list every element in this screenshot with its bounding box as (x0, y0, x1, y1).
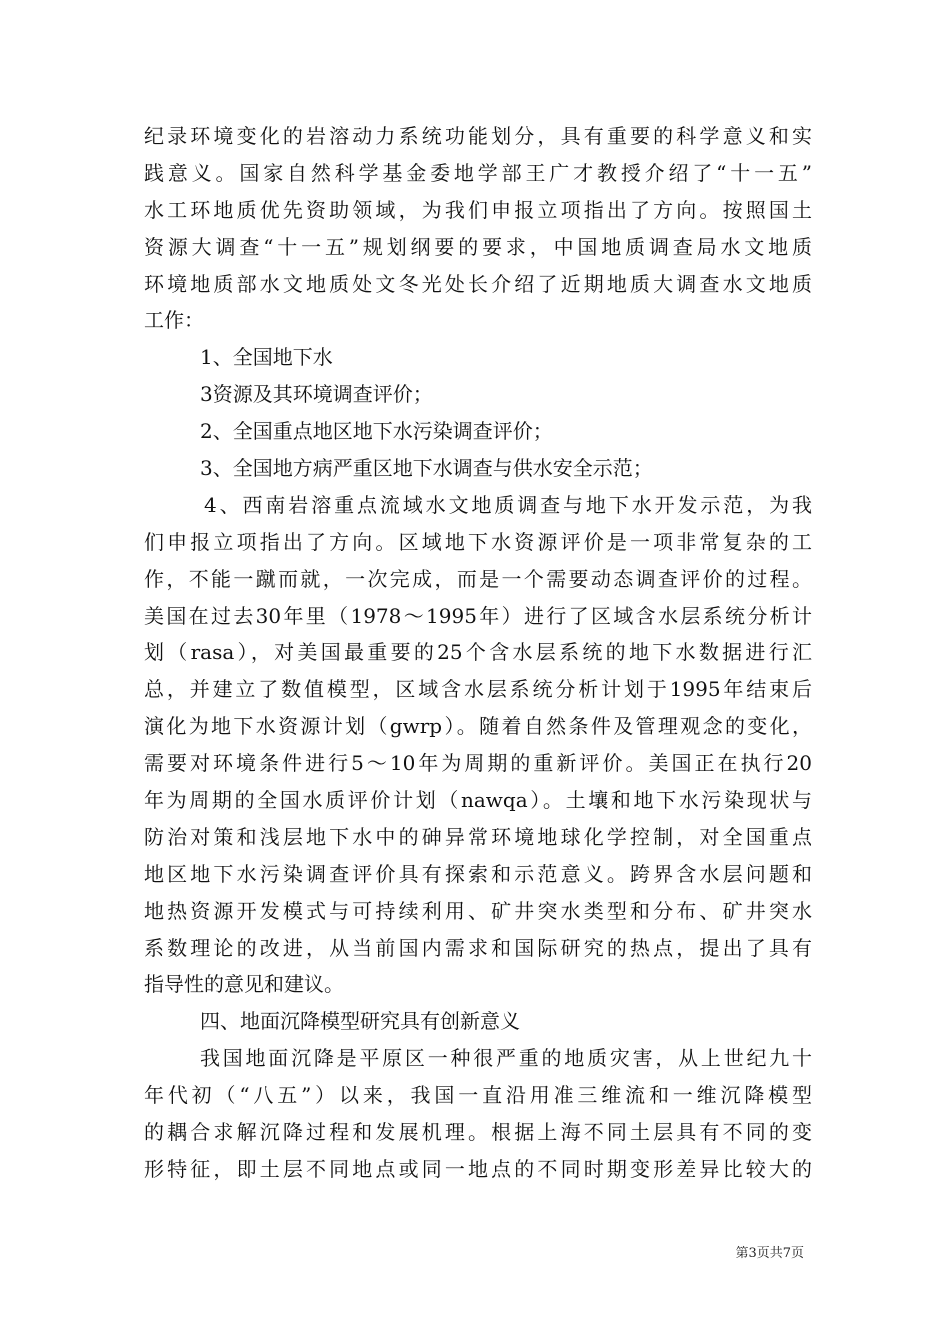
list-item: 3资源及其环境调查评价； (200, 382, 433, 407)
text-line: 演化为地下水资源计划（gwrp）。随着自然条件及管理观念的变化， (144, 714, 812, 739)
text-line: 系数理论的改进，从当前国内需求和国际研究的热点，提出了具有 (144, 935, 812, 960)
text-line: 美国在过去30年里（1978～1995年）进行了区域含水层系统分析计 (144, 603, 812, 628)
text-line: 总，并建立了数值模型，区域含水层系统分析计划于1995年结束后 (144, 677, 812, 702)
text-line: 我国地面沉降是平原区一种很严重的地质灾害，从上世纪九十 (200, 1046, 812, 1071)
text-line: 资源大调查“十一五”规划纲要的要求，中国地质调查局水文地质 (144, 234, 812, 259)
text-line: 形特征，即土层不同地点或同一地点的不同时期变形差异比较大的 (144, 1156, 812, 1181)
text-line: 地区地下水污染调查评价具有探索和示范意义。跨界含水层问题和 (144, 861, 812, 886)
page-number: 第3页共7页 (735, 1246, 804, 1261)
list-item: 1、全国地下水 (200, 345, 333, 370)
text-line: 划（rasa），对美国最重要的25个含水层系统的地下水数据进行汇 (144, 640, 812, 665)
list-item: 2、全国重点地区地下水污染调查评价； (200, 419, 553, 444)
text-line: 的耦合求解沉降过程和发展机理。根据上海不同土层具有不同的变 (144, 1120, 812, 1145)
list-item: 4、西南岩溶重点流域水文地质调查与地下水开发示范，为我 (204, 492, 812, 517)
body-text (144, 118, 812, 1188)
text-line: 践意义。国家自然科学基金委地学部王广才教授介绍了“十一五” (144, 160, 812, 185)
text-line: 指导性的意见和建议。 (144, 972, 344, 997)
text-line: 防治对策和浅层地下水中的砷异常环境地球化学控制，对全国重点 (144, 824, 812, 849)
text-line: 作，不能一蹴而就，一次完成，而是一个需要动态调查评价的过程。 (144, 566, 812, 591)
text-line: 环境地质部水文地质处文冬光处长介绍了近期地质大调查水文地质 (144, 271, 812, 296)
text-line: 地热资源开发模式与可持续利用、矿井突水类型和分布、矿井突水 (144, 898, 812, 923)
section-heading: 四、地面沉降模型研究具有创新意义 (200, 1009, 520, 1034)
text-line: 水工环地质优先资助领域，为我们申报立项指出了方向。按照国土 (144, 197, 812, 222)
text-line: 年代初（“八五”）以来，我国一直沿用准三维流和一维沉降模型 (144, 1083, 812, 1108)
text-line: 们申报立项指出了方向。区域地下水资源评价是一项非常复杂的工 (144, 529, 812, 554)
text-line: 纪录环境变化的岩溶动力系统功能划分，具有重要的科学意义和实 (144, 124, 812, 148)
text-line: 年为周期的全国水质评价计划（nawqa）。土壤和地下水污染现状与 (144, 788, 812, 813)
text-line: 需要对环境条件进行5～10年为周期的重新评价。美国正在执行20 (144, 751, 812, 776)
text-line: 工作： (144, 308, 204, 333)
list-item: 3、全国地方病严重区地下水调查与供水安全示范； (200, 456, 653, 481)
